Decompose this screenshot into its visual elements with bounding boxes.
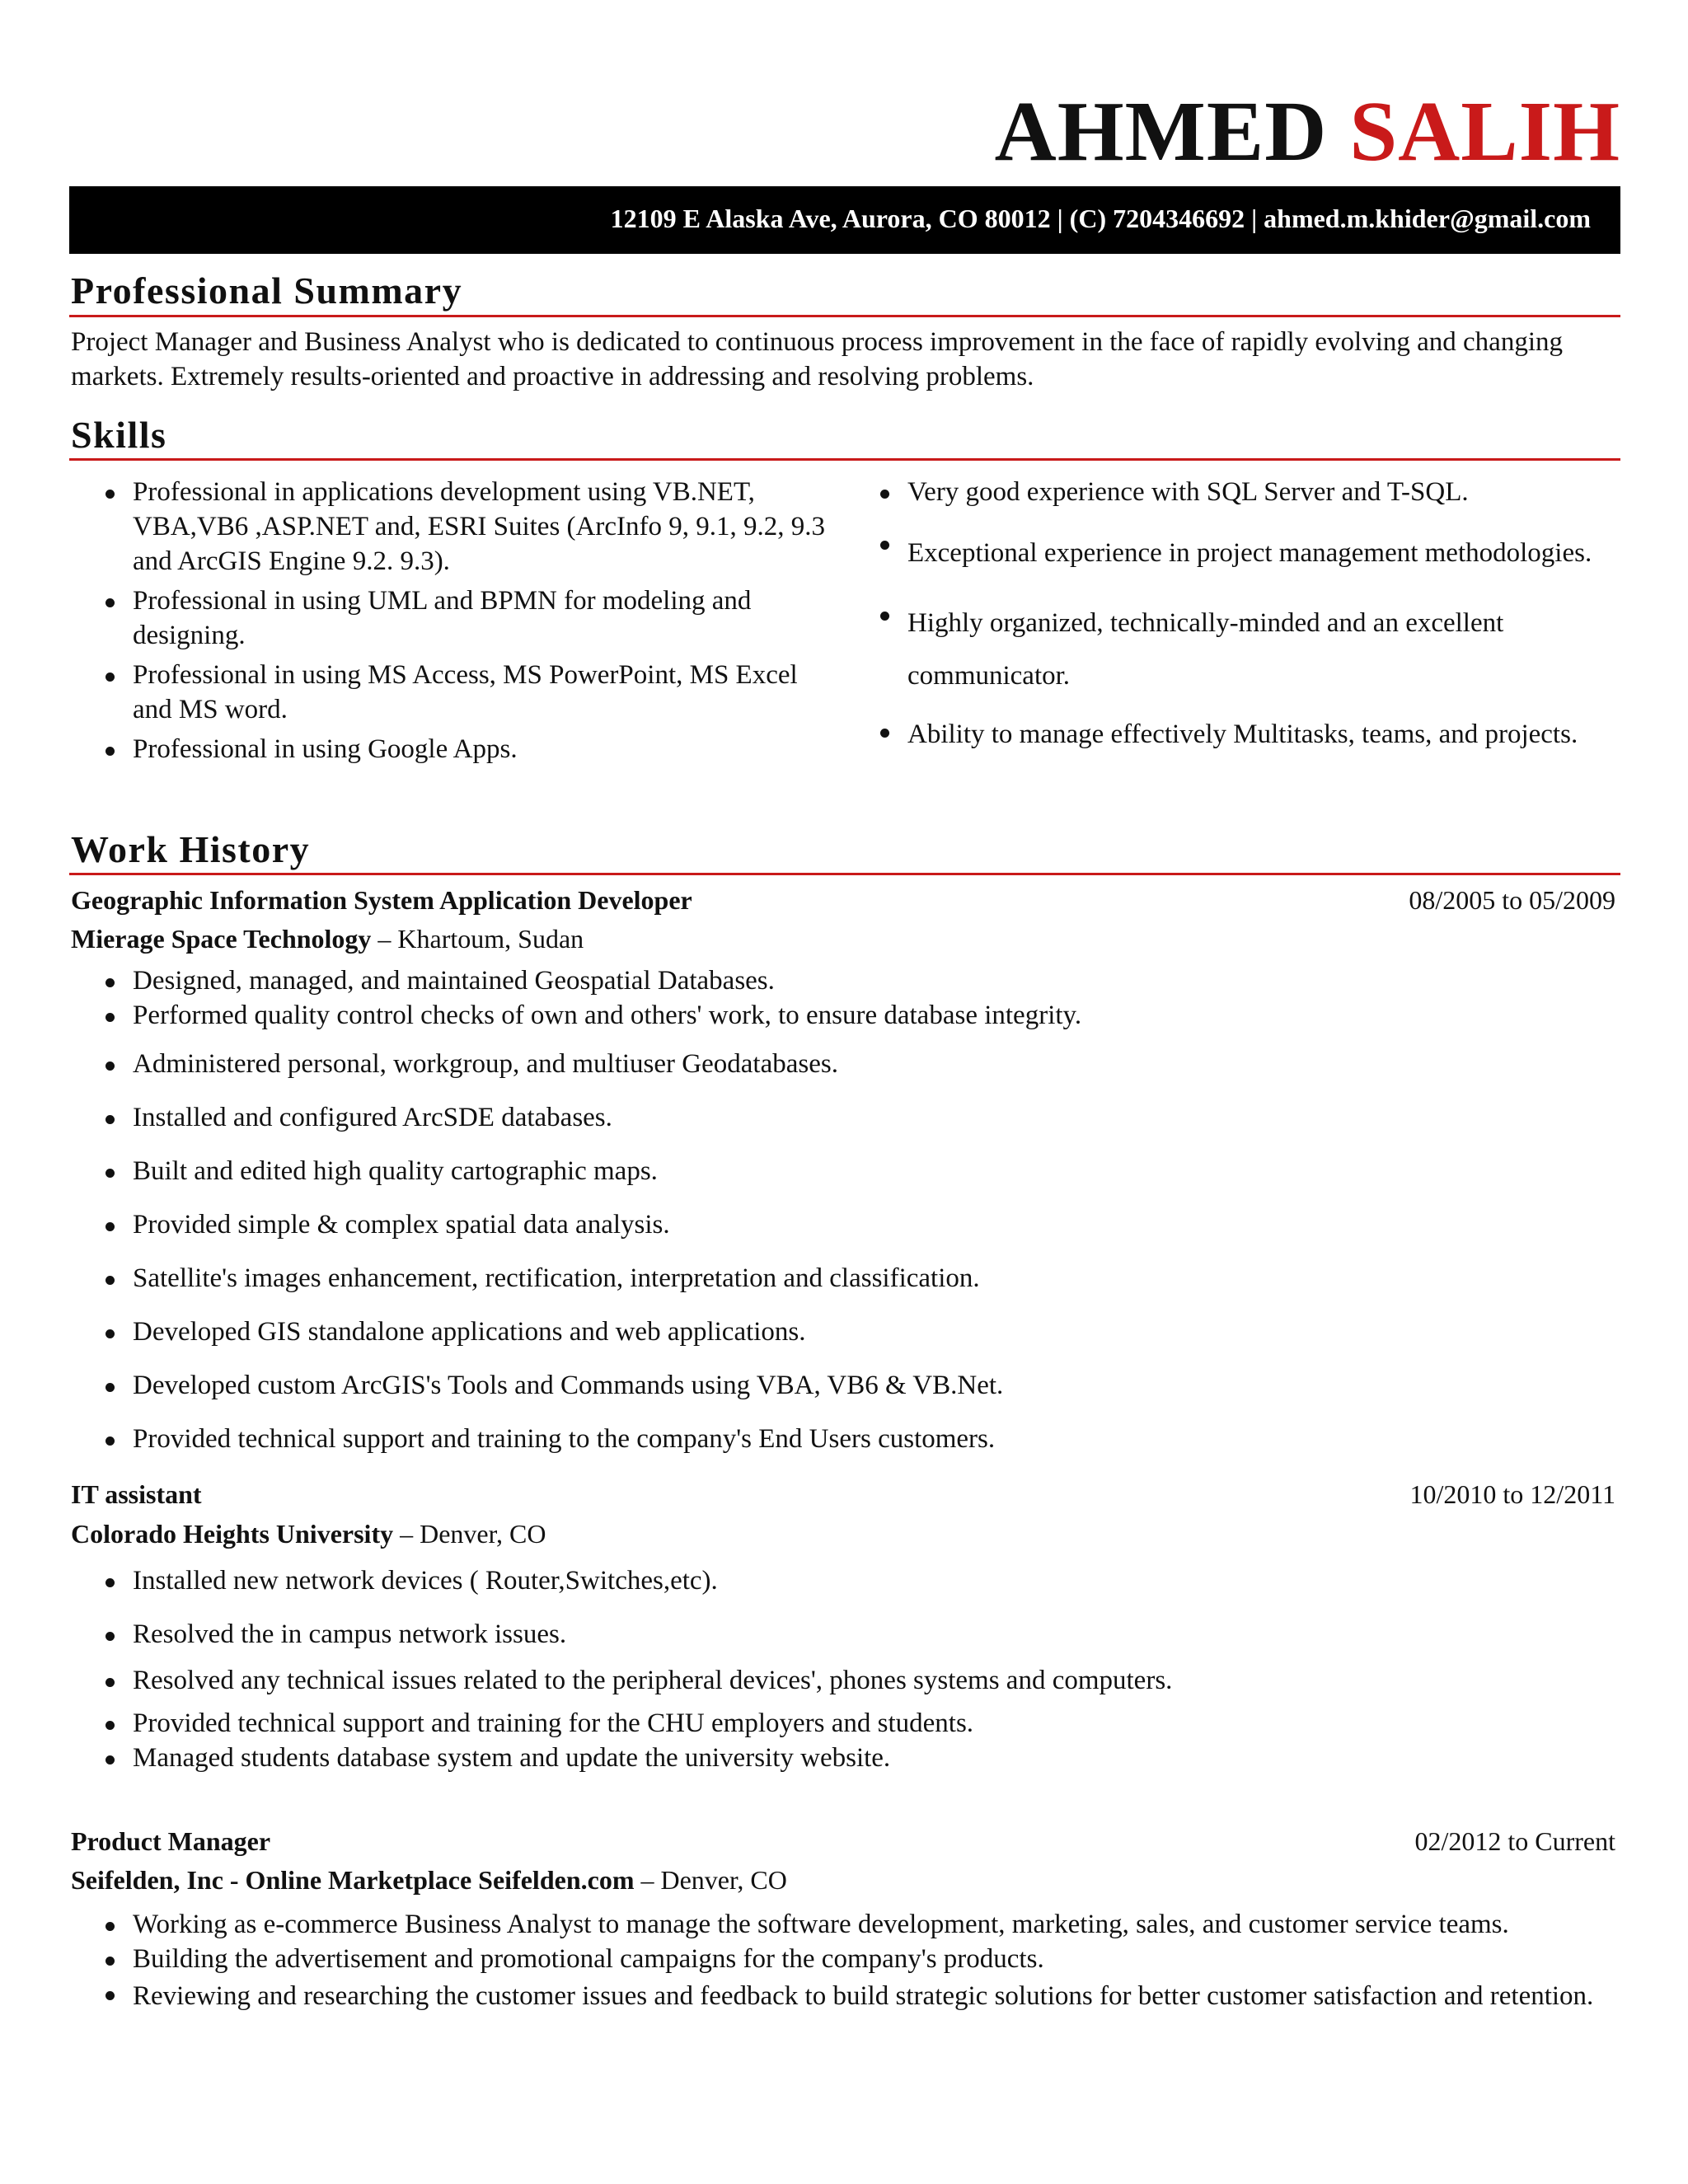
duty-item — [71, 1368, 1612, 1403]
duty-text: Performed quality control checks of own and others' work, to ensure database integrity. — [133, 1001, 1082, 1030]
duty-item — [71, 1154, 1612, 1188]
job-duties — [71, 963, 1612, 1456]
bullet-icon — [106, 1115, 115, 1124]
duty-text: Reviewing and researching the customer issues and feedback to build strategic solutions for better customer satisfaction and retention. — [133, 1981, 1594, 2011]
skill-item — [71, 475, 837, 579]
skill-item — [71, 658, 837, 727]
work-history-heading: Work History — [71, 828, 311, 870]
summary-text: Project Manager and Business Analyst who is dedicated to continuous process improvement in the face of rapidly evolving and changing markets. Extremely results-oriented and proactive in addressing and resolving problems. — [71, 327, 1563, 391]
job-duties — [71, 1907, 1612, 2016]
job-title: Geographic Information System Application Developer — [71, 885, 692, 915]
skills-list-right — [846, 475, 1612, 755]
duty-text: Provided simple & complex spatial data analysis. — [133, 1210, 670, 1240]
duty-item — [71, 998, 1612, 1033]
skill-item — [71, 732, 837, 766]
job-company — [71, 926, 584, 952]
bullet-icon — [106, 1632, 115, 1641]
skill-text: Exceptional experience in project management methodologies. — [907, 538, 1592, 568]
job-title: Product Manager — [71, 1826, 271, 1856]
company-location: – Khartoum, Sudan — [371, 924, 584, 954]
duty-text: Managed students database system and update the university website. — [133, 1743, 891, 1773]
duty-text: Building the advertisement and promotional campaigns for the company's products. — [133, 1944, 1044, 1974]
bullet-icon — [880, 490, 889, 499]
skill-text: Professional in using MS Access, MS PowerPoint, MS Excel and MS word. — [133, 660, 798, 724]
company-location: – Denver, CO — [634, 1865, 787, 1895]
duty-item — [71, 1741, 1612, 1775]
duty-item — [71, 1422, 1612, 1456]
duty-item — [71, 1047, 1612, 1081]
skills-divider — [69, 458, 1620, 461]
duty-text: Administered personal, workgroup, and multiuser Geodatabases. — [133, 1049, 838, 1079]
duty-text: Provided technical support and training to the company's End Users customers. — [133, 1424, 996, 1454]
duty-text: Designed, managed, and maintained Geospatial Databases. — [133, 966, 775, 996]
duty-item — [71, 1261, 1612, 1296]
bullet-icon — [106, 1013, 115, 1022]
job-company — [71, 1521, 546, 1547]
bullet-icon — [106, 1436, 115, 1446]
duty-text: Developed GIS standalone applications and web applications. — [133, 1317, 806, 1347]
bullet-icon — [106, 1721, 115, 1730]
bullet-icon — [106, 598, 115, 607]
skills-list-left — [71, 475, 837, 766]
bullet-icon — [106, 1062, 115, 1071]
candidate-name — [994, 84, 1620, 179]
company-location: – Denver, CO — [393, 1519, 546, 1549]
skill-text: Very good experience with SQL Server and T-SQL. — [907, 477, 1469, 507]
summary-divider — [69, 315, 1620, 317]
job-dates: 10/2010 to 12/2011 — [1409, 1479, 1615, 1509]
bullet-icon — [106, 1578, 115, 1587]
bullet-icon — [880, 541, 889, 550]
skill-text: Professional in using Google Apps. — [133, 734, 518, 764]
company-name: Mierage Space Technology — [71, 924, 372, 954]
company-name: Seifelden, Inc - Online Marketplace Seifelden.com — [71, 1865, 635, 1895]
bullet-icon — [106, 1678, 115, 1687]
bullet-icon — [106, 1991, 115, 2000]
bullet-icon — [106, 1222, 115, 1231]
duty-text: Working as e-commerce Business Analyst to manage the software development, marketing, sales, and customer service teams. — [133, 1910, 1509, 1939]
job-title: IT assistant — [71, 1479, 202, 1509]
bullet-icon — [106, 1383, 115, 1392]
duty-item — [71, 963, 1612, 998]
bullet-icon — [106, 1922, 115, 1931]
skill-text: Professional in using UML and BPMN for modeling and designing. — [133, 586, 752, 650]
skill-item — [846, 714, 1612, 755]
skill-item — [71, 583, 837, 653]
job-company — [71, 1867, 787, 1893]
duty-text: Resolved any technical issues related to the peripheral devices', phones systems and computers. — [133, 1666, 1173, 1695]
duty-item — [71, 1207, 1612, 1242]
summary-heading: Professional Summary — [71, 269, 463, 312]
bullet-icon — [106, 1169, 115, 1178]
skill-text: Highly organized, technically-minded and an excellent communicator. — [907, 608, 1504, 691]
bullet-icon — [106, 978, 115, 987]
skill-item — [846, 597, 1612, 702]
bullet-icon — [106, 1755, 115, 1765]
duty-item — [71, 1663, 1612, 1698]
duty-text: Built and edited high quality cartographic maps. — [133, 1156, 658, 1186]
contact-info: 12109 E Alaska Ave, Aurora, CO 80012 | (C) 7204346692 | ahmed.m.khider@gmail.com — [610, 204, 1591, 233]
duty-item — [71, 1563, 1612, 1598]
duty-text: Satellite's images enhancement, rectification, interpretation and classification. — [133, 1263, 980, 1293]
duty-item — [71, 1100, 1612, 1135]
duty-text: Resolved the in campus network issues. — [133, 1619, 567, 1649]
skill-item — [846, 526, 1612, 580]
bullet-icon — [106, 1329, 115, 1338]
bullet-icon — [106, 490, 115, 499]
company-name: Colorado Heights University — [71, 1519, 394, 1549]
first-name: AHMED — [994, 84, 1328, 179]
bullet-icon — [106, 1276, 115, 1285]
bullet-icon — [106, 673, 115, 682]
bullet-icon — [880, 612, 889, 621]
job-duties — [71, 1563, 1612, 1775]
job-dates: 08/2005 to 05/2009 — [1409, 885, 1615, 915]
duty-item — [71, 1706, 1612, 1741]
skill-text: Ability to manage effectively Multitasks, teams, and projects. — [907, 719, 1578, 749]
duty-text: Installed and configured ArcSDE databases. — [133, 1103, 612, 1132]
duty-text: Provided technical support and training for the CHU employers and students. — [133, 1708, 974, 1738]
skill-text: Professional in applications development using VB.NET, VBA,VB6 ,ASP.NET and, ESRI Suites (ArcInfo 9, 9.1, 9.2, 9.3 and ArcGIS Engine 9.2. 9.3). — [133, 477, 825, 576]
work-history-divider — [69, 873, 1620, 875]
skill-item — [846, 475, 1612, 509]
duty-item — [71, 1907, 1612, 1942]
skills-heading: Skills — [71, 414, 167, 456]
last-name: SALIH — [1349, 84, 1620, 179]
job-dates: 02/2012 to Current — [1414, 1826, 1615, 1856]
duty-text: Developed custom ArcGIS's Tools and Commands using VBA, VB6 & VB.Net. — [133, 1371, 1004, 1400]
duty-item — [71, 1315, 1612, 1349]
bullet-icon — [106, 747, 115, 756]
duty-item — [71, 1976, 1612, 2016]
bullet-icon — [106, 1957, 115, 1966]
contact-bar — [69, 186, 1620, 254]
bullet-icon — [880, 729, 889, 738]
duty-text: Installed new network devices ( Router,Switches,etc). — [133, 1566, 718, 1596]
duty-item — [71, 1942, 1612, 1976]
duty-item — [71, 1617, 1612, 1652]
